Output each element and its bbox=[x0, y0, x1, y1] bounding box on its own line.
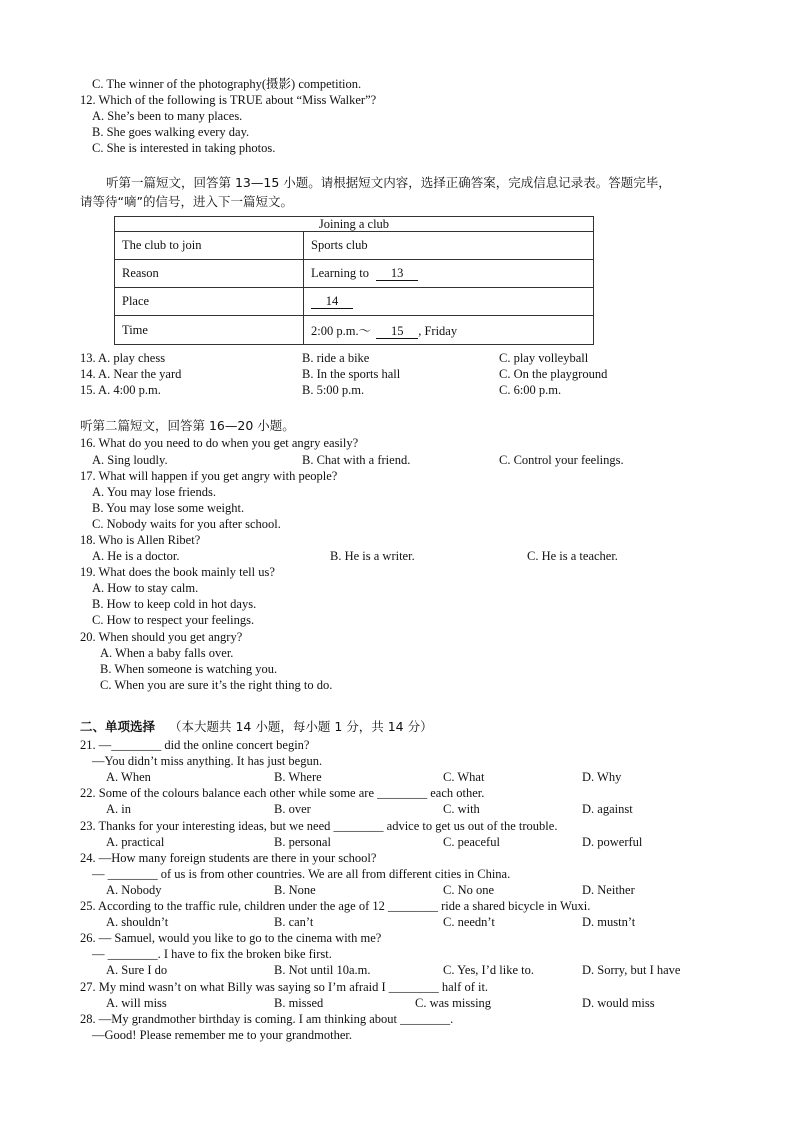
table-value-time bbox=[304, 316, 594, 345]
q13-option-a: 13. A. play chess bbox=[80, 351, 166, 365]
q18-option-b: B. He is a writer. bbox=[330, 549, 415, 563]
q23-option-c: C. peaceful bbox=[443, 835, 500, 849]
q24-option-c: C. No one bbox=[443, 883, 495, 897]
section2-heading: 二、单项选择 bbox=[80, 719, 156, 734]
q27-option-a: A. will miss bbox=[106, 996, 167, 1010]
table-label-place: Place bbox=[115, 288, 304, 316]
club-info-table bbox=[114, 216, 594, 345]
q26-option-a: A. Sure I do bbox=[106, 963, 168, 977]
q25-option-b: B. can’t bbox=[274, 915, 314, 929]
q20-option-c: C. When you are sure it’s the right thing to do. bbox=[100, 678, 333, 692]
q24-option-d: D. Neither bbox=[582, 883, 635, 897]
q21-option-b: B. Where bbox=[274, 770, 322, 784]
q14-option-b: B. In the sports hall bbox=[302, 367, 401, 381]
q12-option-c: C. She is interested in taking photos. bbox=[92, 141, 276, 155]
q16-option-a: A. Sing loudly. bbox=[92, 453, 168, 467]
time-prefix: 2:00 p.m.～ bbox=[311, 324, 372, 338]
q18-option-a: A. He is a doctor. bbox=[92, 549, 180, 563]
q17-option-a: A. You may lose friends. bbox=[92, 485, 216, 499]
q19-option-a: A. How to stay calm. bbox=[92, 581, 199, 595]
q24-line2: — ________ of us is from other countries. We are all from different cities in China. bbox=[92, 867, 511, 881]
q21-option-c: C. What bbox=[443, 770, 485, 784]
q23-option-b: B. personal bbox=[274, 835, 331, 849]
q24-option-b: B. None bbox=[274, 883, 316, 897]
q17-option-b: B. You may lose some weight. bbox=[92, 501, 245, 515]
q11-option-c: C. The winner of the photography(摄影) competition. bbox=[92, 77, 362, 91]
q25-stem: 25. According to the traffic rule, children under the age of 12 ________ ride a shared bicycle in Wuxi. bbox=[80, 899, 591, 913]
q27-option-b: B. missed bbox=[274, 996, 324, 1010]
q26-stem: 26. — Samuel, would you like to go to the cinema with me? bbox=[80, 931, 382, 945]
q15-option-b: B. 5:00 p.m. bbox=[302, 383, 365, 397]
q26-option-b: B. Not until 10a.m. bbox=[274, 963, 371, 977]
q22-option-b: B. over bbox=[274, 802, 311, 816]
q25-option-a: A. shouldn’t bbox=[106, 915, 169, 929]
q24-option-a: A. Nobody bbox=[106, 883, 162, 897]
reason-prefix: Learning to bbox=[311, 266, 369, 280]
q16-option-c: C. Control your feelings. bbox=[499, 453, 624, 467]
q15-option-a: 15. A. 4:00 p.m. bbox=[80, 383, 161, 397]
q21-option-a: A. When bbox=[106, 770, 151, 784]
q27-option-d: D. would miss bbox=[582, 996, 655, 1010]
table-label-club: The club to join bbox=[115, 232, 304, 260]
q17-option-c: C. Nobody waits for you after school. bbox=[92, 517, 281, 531]
q18-option-c: C. He is a teacher. bbox=[527, 549, 618, 563]
q20-stem: 20. When should you get angry? bbox=[80, 630, 243, 644]
q12-option-a: A. She’s been to many places. bbox=[92, 109, 243, 123]
q20-option-a: A. When a baby falls over. bbox=[100, 646, 234, 660]
q21-stem: 21. —________ did the online concert begin? bbox=[80, 738, 310, 752]
q23-option-d: D. powerful bbox=[582, 835, 643, 849]
q25-option-c: C. needn’t bbox=[443, 915, 495, 929]
q26-option-d: D. Sorry, but I have bbox=[582, 963, 681, 977]
table-value-place bbox=[304, 288, 594, 316]
q23-stem: 23. Thanks for your interesting ideas, but we need ________ advice to get us out of the trouble. bbox=[80, 819, 558, 833]
table-label-time: Time bbox=[115, 316, 304, 345]
q18-stem: 18. Who is Allen Ribet? bbox=[80, 533, 201, 547]
q14-option-a: 14. A. Near the yard bbox=[80, 367, 182, 381]
q19-option-b: B. How to keep cold in hot days. bbox=[92, 597, 257, 611]
section2-heading-row bbox=[80, 719, 433, 735]
q20-option-b: B. When someone is watching you. bbox=[100, 662, 278, 676]
blank-15: 15 bbox=[376, 324, 418, 339]
q14-option-c: C. On the playground bbox=[499, 367, 608, 381]
q22-stem: 22. Some of the colours balance each other while some are ________ each other. bbox=[80, 786, 485, 800]
q13-option-b: B. ride a bike bbox=[302, 351, 370, 365]
q19-stem: 19. What does the book mainly tell us? bbox=[80, 565, 275, 579]
q21-line2: —You didn’t miss anything. It has just begun. bbox=[92, 754, 323, 768]
q17-stem: 17. What will happen if you get angry with people? bbox=[80, 469, 338, 483]
passage1-intro-line2: 请等待“嘀”的信号，进入下一篇短文。 bbox=[80, 194, 293, 209]
table-value-club: Sports club bbox=[304, 232, 594, 260]
q21-option-d: D. Why bbox=[582, 770, 622, 784]
q16-option-b: B. Chat with a friend. bbox=[302, 453, 411, 467]
q13-option-c: C. play volleyball bbox=[499, 351, 589, 365]
q22-option-c: C. with bbox=[443, 802, 480, 816]
q12-stem: 12. Which of the following is TRUE about “Miss Walker”? bbox=[80, 93, 377, 107]
q27-stem: 27. My mind wasn’t on what Billy was saying so I’m afraid I ________ half of it. bbox=[80, 980, 489, 994]
q19-option-c: C. How to respect your feelings. bbox=[92, 613, 255, 627]
table-value-reason bbox=[304, 260, 594, 288]
blank-14: 14 bbox=[311, 294, 353, 309]
q16-stem: 16. What do you need to do when you get angry easily? bbox=[80, 436, 359, 450]
table-label-reason: Reason bbox=[115, 260, 304, 288]
q25-option-d: D. mustn’t bbox=[582, 915, 636, 929]
q27-option-c: C. was missing bbox=[415, 996, 492, 1010]
q28-line2: —Good! Please remember me to your grandmother. bbox=[92, 1028, 352, 1042]
q23-option-a: A. practical bbox=[106, 835, 165, 849]
time-suffix: , Friday bbox=[418, 324, 458, 338]
q26-line2: — ________. I have to fix the broken bike first. bbox=[92, 947, 332, 961]
q22-option-d: D. against bbox=[582, 802, 633, 816]
q22-option-a: A. in bbox=[106, 802, 131, 816]
q28-stem: 28. —My grandmother birthday is coming. I am thinking about ________. bbox=[80, 1012, 454, 1026]
blank-13: 13 bbox=[376, 266, 418, 281]
q26-option-c: C. Yes, I’d like to. bbox=[443, 963, 534, 977]
passage2-intro: 听第二篇短文，回答第 16—20 小题。 bbox=[80, 418, 295, 433]
q24-stem: 24. —How many foreign students are there in your school? bbox=[80, 851, 377, 865]
table-title: Joining a club bbox=[115, 217, 594, 232]
q15-option-c: C. 6:00 p.m. bbox=[499, 383, 562, 397]
passage1-intro-line1: 听第一篇短文，回答第 13—15 小题。请根据短文内容，选择正确答案，完成信息记录表。答题完毕， bbox=[106, 175, 671, 190]
q12-option-b: B. She goes walking every day. bbox=[92, 125, 250, 139]
section2-note: （本大题共 14 小题，每小题 1 分，共 14 分） bbox=[169, 719, 433, 734]
